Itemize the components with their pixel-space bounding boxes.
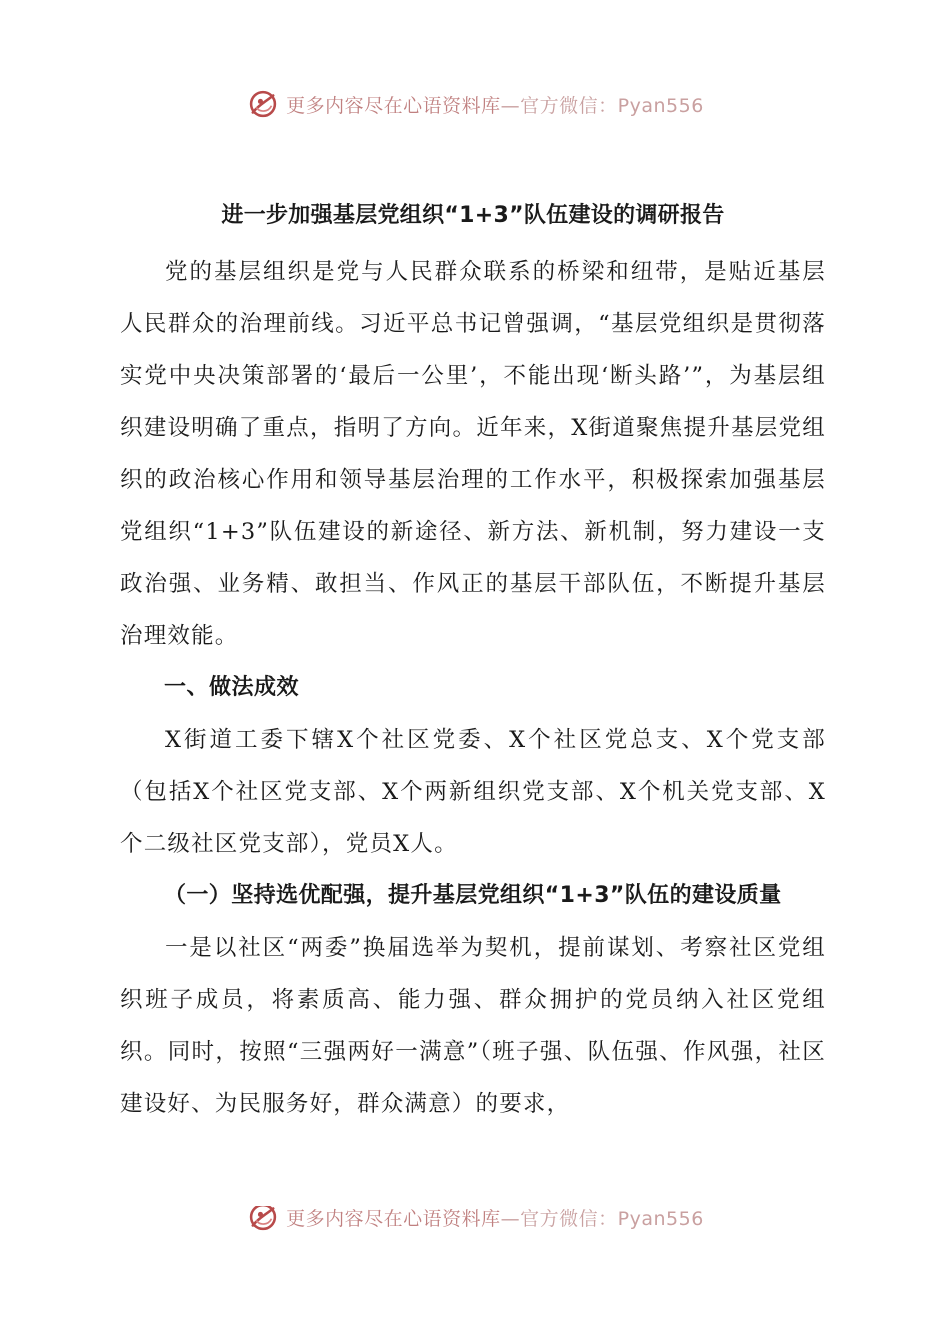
intro-paragraph: 党的基层组织是党与人民群众联系的桥梁和纽带，是贴近基层人民群众的治理前线。习近平总书记曾强调，“基层党组织是贯彻落实党中央决策部署的‘最后一公里’，不能出现‘断头路’”，为基层组织建设明确了重点，指明了方向。近年来，X街道聚焦提升基层党组织的政治核心作用和领导基层治理的工作水平，积极探索加强基层党组织“1+3”队伍建设的新途径、新方法、新机制，努力建设一支政治强、业务精、敢担当、作风正的基层干部队伍，不断提升基层治理效能。 [120, 259, 826, 649]
watermark-separator: — [500, 94, 521, 117]
document-body [120, 196, 826, 1130]
watermark-text [286, 91, 704, 118]
swirl-logo-icon [246, 87, 280, 121]
watermark-official-text: 官方微信：Pyan556 [520, 94, 704, 117]
watermark-banner-bottom [0, 1206, 950, 1240]
subsection-1-heading: （一）坚持选优配强，提升基层党组织“1+3”队伍的建设质量 [164, 883, 782, 908]
watermark-separator-bottom: — [500, 1207, 521, 1230]
watermark-text-bottom [286, 1206, 704, 1231]
watermark-banner-bottom-inner [246, 1206, 704, 1234]
section-1-paragraph: X街道工委下辖X个社区党委、X个社区党总支、X个党支部（包括X个社区党支部、X个两新组织党支部、X个机关党支部、X个二级社区党支部），党员X人。 [120, 727, 826, 857]
watermark-main-text: 更多内容尽在心语资料库 [286, 94, 501, 117]
watermark-official-text-bottom: 官方微信：Pyan556 [520, 1207, 704, 1230]
swirl-logo-icon-bottom [246, 1206, 280, 1234]
subsection-1-paragraph: 一是以社区“两委”换届选举为契机，提前谋划、考察社区党组织班子成员，将素质高、能力强、群众拥护的党员纳入社区党组织。同时，按照“三强两好一满意”（班子强、队伍强、作风强，社区建设好、为民服务好，群众满意）的要求， [120, 935, 826, 1117]
watermark-banner-top-inner [246, 87, 704, 121]
document-title: 进一步加强基层党组织“1+3”队伍建设的调研报告 [221, 203, 725, 228]
section-1-heading: 一、做法成效 [164, 675, 300, 700]
watermark-banner-top [0, 84, 950, 124]
watermark-main-text-bottom: 更多内容尽在心语资料库 [286, 1207, 501, 1230]
